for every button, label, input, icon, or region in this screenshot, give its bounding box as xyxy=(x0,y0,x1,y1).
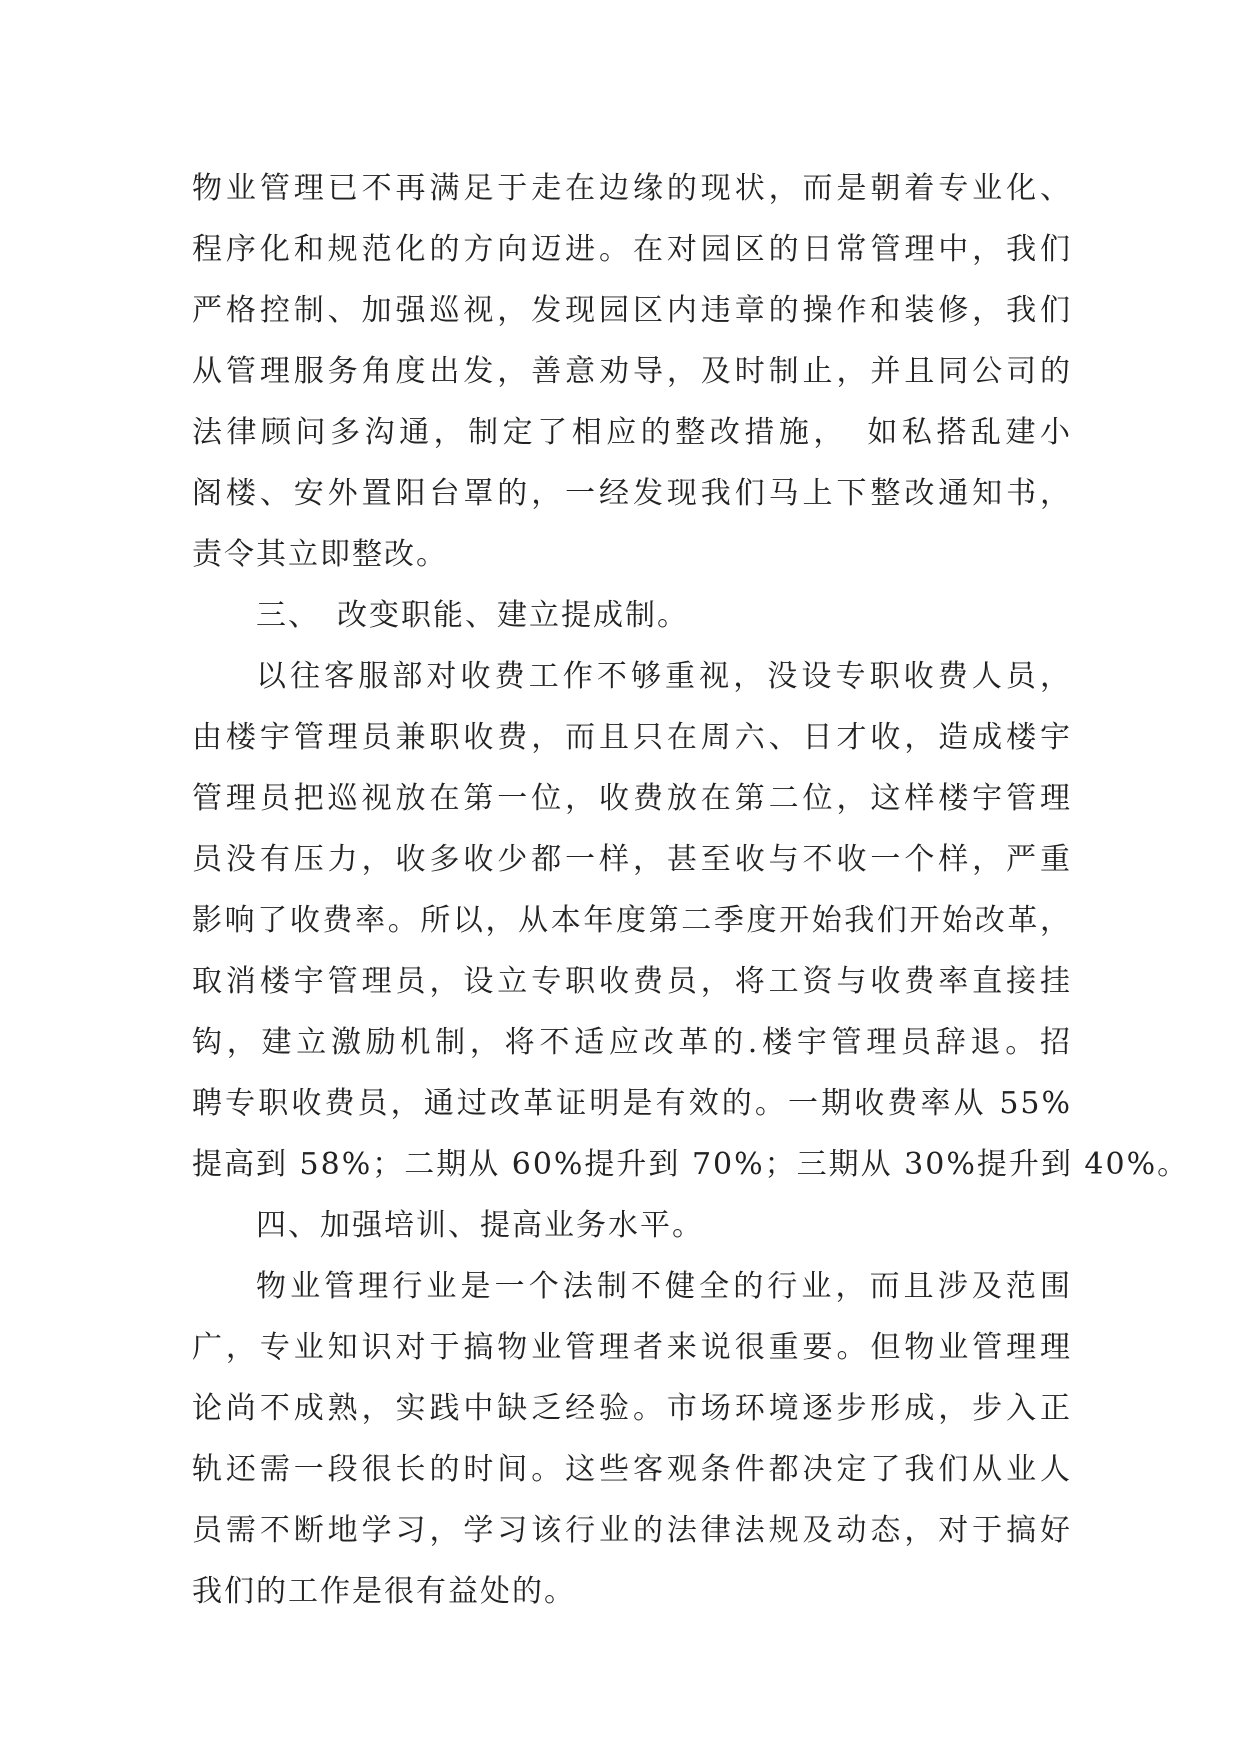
paragraph-5-line-3: 论尚不成熟，实践中缺乏经验。市场环境逐步形成，步入正 xyxy=(192,1391,1072,1426)
paragraph-3-line-1: 以往客服部对收费工作不够重视，没设专职收费人员， xyxy=(256,659,1072,694)
paragraph-5-line-2: 广，专业知识对于搞物业管理者来说很重要。但物业管理理 xyxy=(192,1330,1072,1365)
paragraph-3-line-8: 聘专职收费员，通过改革证明是有效的。一期收费率从 55% xyxy=(192,1086,1072,1121)
paragraph-3-line-4: 员没有压力，收多收少都一样，甚至收与不收一个样，严重 xyxy=(192,842,1072,877)
paragraph-3-line-6: 取消楼宇管理员，设立专职收费员，将工资与收费率直接挂 xyxy=(192,964,1072,999)
paragraph-5-line-4: 轨还需一段很长的时间。这些客观条件都决定了我们从业人 xyxy=(192,1452,1072,1487)
paragraph-1-line-6: 阁楼、安外置阳台罩的，一经发现我们马上下整改通知书， xyxy=(192,476,1072,511)
paragraph-3-line-2: 由楼宇管理员兼职收费，而且只在周六、日才收，造成楼宇 xyxy=(192,720,1072,755)
paragraph-3-line-7: 钩，建立激励机制，将不适应改革的.楼宇管理员辞退。招 xyxy=(192,1025,1072,1060)
paragraph-5-line-5: 员需不断地学习，学习该行业的法律法规及动态，对于搞好 xyxy=(192,1513,1072,1548)
paragraph-1-line-5: 法律顾问多沟通，制定了相应的整改措施， 如私搭乱建小 xyxy=(192,415,1072,450)
document-body xyxy=(192,158,1190,1622)
paragraph-1-line-3: 严格控制、加强巡视，发现园区内违章的操作和装修，我们 xyxy=(192,293,1072,328)
paragraph-1-line-4: 从管理服务角度出发，善意劝导，及时制止，并且同公司的 xyxy=(192,354,1072,389)
paragraph-1-line-7: 责令其立即整改。 xyxy=(192,537,448,572)
paragraph-3-line-5: 影响了收费率。所以，从本年度第二季度开始我们开始改革， xyxy=(192,903,1072,938)
paragraph-3-line-9: 提高到 58%；二期从 60%提升到 70%；三期从 30%提升到 40%。 xyxy=(192,1147,1190,1182)
paragraph-1-line-2: 程序化和规范化的方向迈进。在对园区的日常管理中，我们 xyxy=(192,232,1072,267)
paragraph-1-line-1: 物业管理已不再满足于走在边缘的现状，而是朝着专业化、 xyxy=(192,171,1072,206)
paragraph-3-line-3: 管理员把巡视放在第一位，收费放在第二位，这样楼宇管理 xyxy=(192,781,1072,816)
section-heading-3: 三、 改变职能、建立提成制。 xyxy=(256,598,689,633)
paragraph-5-line-1: 物业管理行业是一个法制不健全的行业，而且涉及范围 xyxy=(256,1269,1072,1304)
section-heading-4: 四、加强培训、提高业务水平。 xyxy=(256,1208,704,1243)
paragraph-5-line-6: 我们的工作是很有益处的。 xyxy=(192,1574,576,1609)
